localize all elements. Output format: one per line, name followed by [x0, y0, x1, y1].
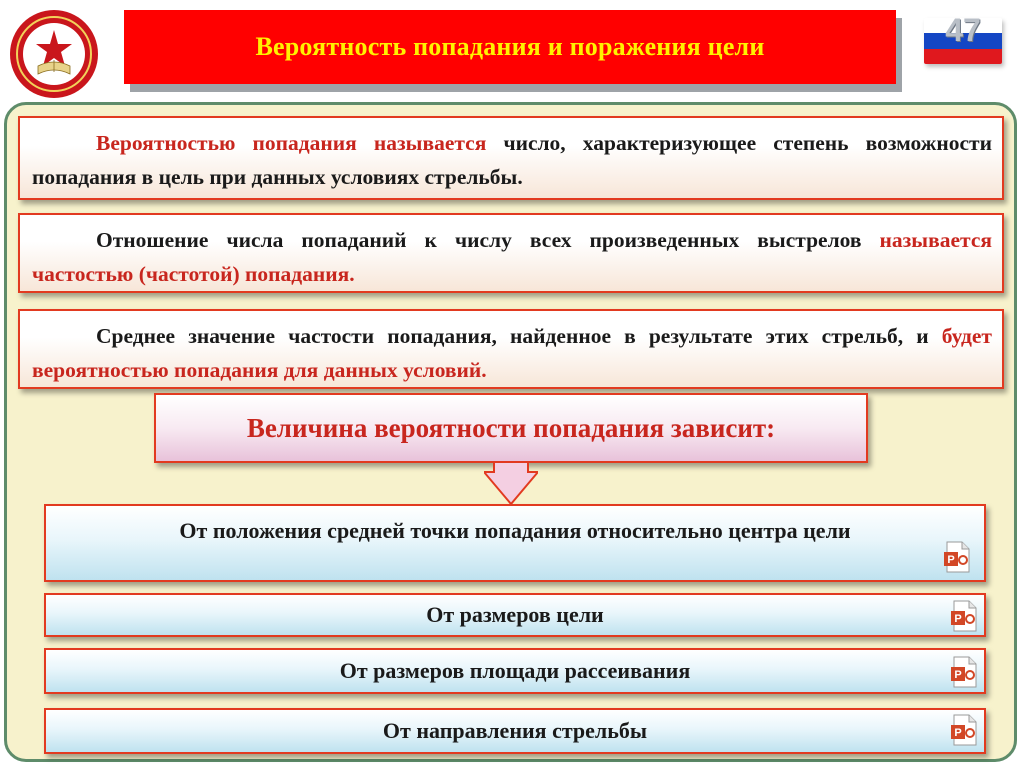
definition-probability: [18, 116, 1004, 200]
slide-number: 47: [945, 18, 981, 48]
definition-term: будет вероятностью попадания для данных условий.: [32, 324, 992, 382]
definition-frequency: [18, 213, 1004, 293]
powerpoint-icon[interactable]: [950, 600, 978, 632]
definition-mean-frequency: [18, 309, 1004, 389]
definition-body: Отношение числа попаданий к числу всех произведенных выстрелов: [96, 228, 880, 252]
russian-flag-icon: [924, 18, 1002, 64]
dependency-item-label: От размеров площади рассеивания: [339, 658, 691, 683]
svg-text:P: P: [954, 669, 962, 681]
svg-text:P: P: [954, 727, 962, 739]
dependency-item: [44, 593, 986, 637]
page-title: Вероятность попадания и поражения цели: [255, 32, 765, 61]
definition-body: Среднее значение частости попадания, найденное в результате этих стрельб, и: [96, 324, 942, 348]
emblem-logo: [8, 8, 100, 100]
definition-text: [32, 223, 992, 291]
dependency-header-text: Величина вероятности попадания зависит:: [246, 412, 776, 443]
dependency-item-label: От направления стрельбы: [382, 718, 648, 743]
dependency-header: [154, 393, 868, 463]
powerpoint-icon[interactable]: [943, 541, 971, 573]
powerpoint-icon[interactable]: [950, 656, 978, 688]
powerpoint-icon[interactable]: [950, 714, 978, 746]
definition-body: число, характеризующее степень возможности попадания в цель при данных условиях стрельбы.: [32, 131, 992, 189]
definition-text: [32, 319, 992, 387]
dependency-item: [44, 504, 986, 582]
down-arrow-icon: [484, 462, 538, 504]
definition-text: [32, 126, 992, 194]
svg-text:P: P: [947, 554, 955, 566]
dependency-item: [44, 708, 986, 754]
dependency-item: [44, 648, 986, 694]
dependency-item-label: От размеров цели: [426, 602, 604, 627]
definition-term: Вероятностью попадания называется: [96, 131, 487, 155]
title-banner: [124, 10, 896, 84]
definition-term: называется частостью (частотой) попадания.: [32, 228, 992, 286]
svg-text:P: P: [954, 613, 962, 625]
dependency-item-label: От положения средней точки попадания относительно центра цели: [179, 518, 851, 543]
